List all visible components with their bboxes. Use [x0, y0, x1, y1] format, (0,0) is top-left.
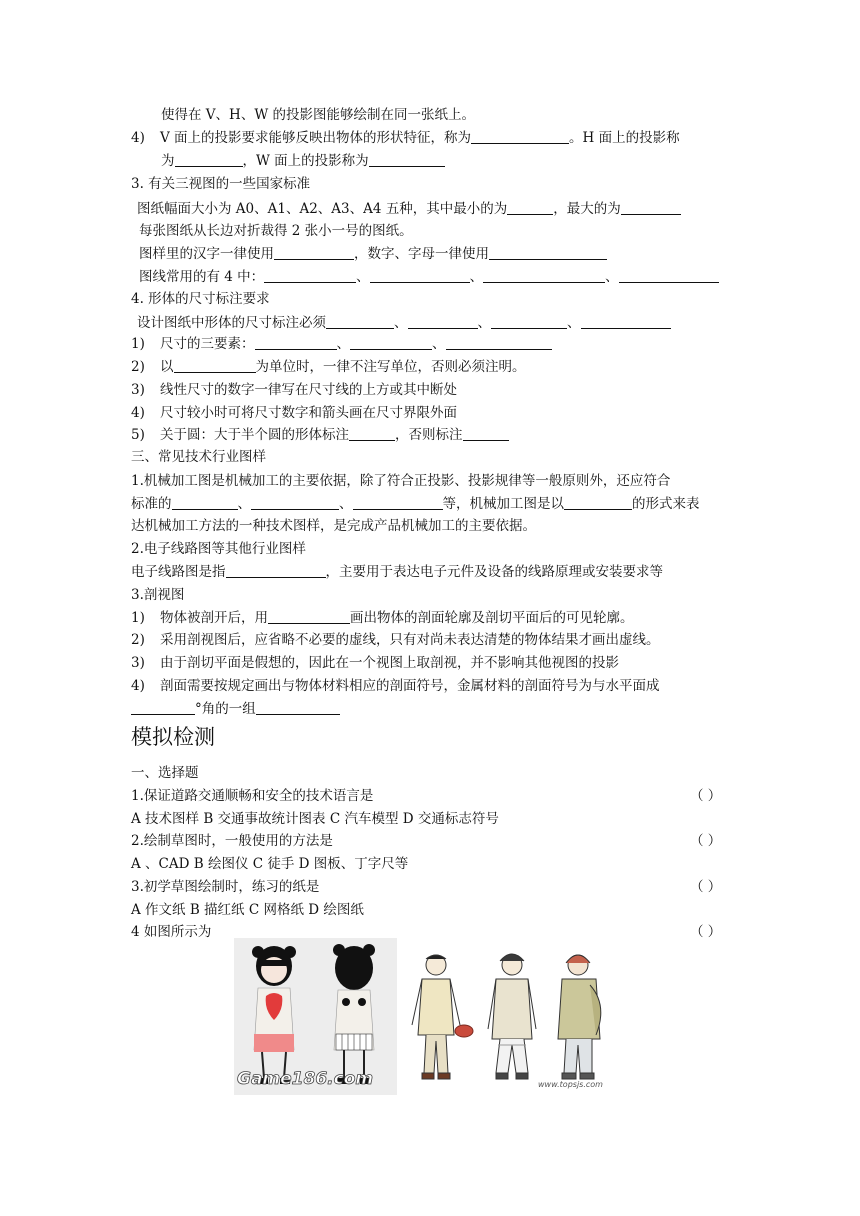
fill-in-blank[interactable]	[446, 335, 552, 350]
fill-in-blank[interactable]	[256, 700, 340, 715]
fill-in-blank[interactable]	[408, 314, 478, 329]
answer-paren[interactable]: （ ）	[690, 879, 722, 895]
text-line	[139, 245, 607, 263]
fill-in-blank[interactable]	[353, 495, 443, 510]
section-heading: 三、常见技术行业图样	[131, 449, 266, 465]
text: 由于剖切平面是假想的，因此在一个视图上取剖视，并不影响其他视图的投影	[160, 655, 619, 671]
separator: 、	[469, 269, 484, 285]
text: ，主要用于表达电子元件及设备的线路原理或安装要求等	[325, 564, 663, 580]
item-number: 5)	[131, 427, 145, 443]
item-number: 4)	[131, 130, 145, 146]
text: 图线常用的有 4 中：	[139, 269, 265, 285]
fill-in-blank[interactable]	[226, 563, 326, 578]
heading: 3. 有关三视图的一些国家标准	[131, 176, 311, 192]
separator: 、	[339, 496, 353, 512]
list-item	[131, 381, 457, 399]
fill-in-blank[interactable]	[131, 700, 195, 715]
text: 图样里的汉字一律使用	[139, 246, 274, 262]
text-line: 达机械加工方法的一种技术图样，是完成产品机械加工的主要依据。	[131, 518, 536, 534]
text: 设计图纸中形体的尺寸标注必须	[137, 315, 326, 331]
fill-in-blank[interactable]	[483, 268, 605, 283]
section-title: 模拟检测	[131, 725, 215, 749]
separator: 、	[605, 269, 619, 285]
separator: 、	[356, 269, 370, 285]
list-item	[131, 426, 509, 444]
text-line: 使得在 V、H、W 的投影图能够绘制在同一张纸上。	[161, 107, 475, 123]
text: 物体被剖开后，用	[160, 610, 268, 626]
fill-in-blank[interactable]	[370, 268, 470, 283]
list-item	[131, 609, 634, 627]
text: V 面上的投影要求能够反映出物体的形状特征，称为	[160, 130, 472, 146]
text-line: 1.机械加工图是机械加工的主要依据，除了符合正投影、投影规律等一般原则外，还应符合	[131, 473, 671, 489]
separator: 、	[567, 315, 581, 331]
list-item	[131, 677, 660, 695]
text: °角的一组	[195, 701, 256, 717]
item-number: 4)	[131, 678, 145, 694]
fill-in-blank[interactable]	[174, 358, 256, 373]
heading: 4. 形体的尺寸标注要求	[131, 291, 270, 307]
item-number: 2)	[131, 359, 145, 375]
sketch-figures-illustration	[404, 945, 632, 1095]
text: 尺寸较小时可将尺寸数字和箭头画在尺寸界限外面	[160, 405, 457, 421]
text: ，最大的为	[553, 201, 621, 217]
fill-in-blank[interactable]	[251, 495, 339, 510]
text: 尺寸的三要素：	[160, 336, 255, 352]
text-line	[131, 495, 700, 513]
item-number: 3)	[131, 382, 145, 398]
fill-in-blank[interactable]	[619, 268, 719, 283]
text-line: 每张图纸从长边对折裁得 2 张小一号的图纸。	[139, 223, 413, 239]
doll-figures-illustration	[234, 938, 397, 1095]
fill-in-blank[interactable]	[564, 495, 632, 510]
list-item	[131, 129, 680, 147]
text: ，W 面上的投影称为	[242, 153, 369, 169]
text-line	[137, 200, 681, 218]
item-number: 3)	[131, 655, 145, 671]
text-line	[161, 152, 445, 170]
list-item	[131, 404, 457, 422]
separator: 、	[394, 315, 408, 331]
fill-in-blank[interactable]	[621, 200, 681, 215]
text: 为	[161, 153, 175, 169]
question-options: A 、CAD B 绘图仪 C 徒手 D 图板、丁字尺等	[131, 856, 409, 872]
question: 4 如图所示为	[131, 924, 212, 940]
fill-in-blank[interactable]	[255, 335, 337, 350]
text: 画出物体的剖面轮廓及剖切平面后的可见轮廓。	[350, 610, 634, 626]
text: 等，机械加工图是以	[442, 496, 564, 512]
figure-image-right	[404, 945, 632, 1095]
item-number: 2)	[131, 632, 145, 648]
question: 2.绘制草图时，一般使用的方法是	[131, 833, 333, 849]
item-number: 4)	[131, 405, 145, 421]
fill-in-blank[interactable]	[326, 314, 394, 329]
fill-in-blank[interactable]	[471, 129, 569, 144]
fill-in-blank[interactable]	[491, 314, 567, 329]
separator: 、	[432, 336, 446, 352]
text-line	[137, 314, 671, 332]
fill-in-blank[interactable]	[172, 495, 238, 510]
text-line	[131, 700, 340, 718]
item-number: 1)	[131, 610, 145, 626]
text: 标准的	[131, 496, 172, 512]
text: 图纸幅面大小为 A0、A1、A2、A3、A4 五种，其中最小的为	[137, 201, 508, 217]
fill-in-blank[interactable]	[175, 152, 243, 167]
text: 剖面需要按规定画出与物体材料相应的剖面符号，金属材料的剖面符号为与水平面成	[160, 678, 660, 694]
fill-in-blank[interactable]	[463, 426, 509, 441]
fill-in-blank[interactable]	[369, 152, 445, 167]
separator: 、	[477, 315, 491, 331]
text: 线性尺寸的数字一律写在尺寸线的上方或其中断处	[160, 382, 457, 398]
text-line	[131, 563, 663, 581]
text: 以	[160, 359, 174, 375]
question-options: A 作文纸 B 描红纸 C 网格纸 D 绘图纸	[131, 902, 364, 918]
answer-paren[interactable]: （ ）	[690, 833, 722, 849]
heading: 2.电子线路图等其他行业图样	[131, 541, 306, 557]
fill-in-blank[interactable]	[350, 335, 432, 350]
question: 3.初学草图绘制时，练习的纸是	[131, 879, 320, 895]
separator: 、	[237, 496, 251, 512]
list-item	[131, 631, 660, 649]
fill-in-blank[interactable]	[581, 314, 671, 329]
text: 。H 面上的投影称	[569, 130, 680, 146]
watermark-right: www.topsjs.com	[538, 1080, 603, 1089]
fill-in-blank[interactable]	[274, 245, 354, 260]
question: 1.保证道路交通顺畅和安全的技术语言是	[131, 788, 374, 804]
text: ，数字、字母一律使用	[354, 246, 489, 262]
list-item	[131, 335, 552, 353]
text: 采用剖视图后，应省略不必要的虚线，只有对尚未表达清楚的物体结果才画出虚线。	[160, 632, 660, 648]
fill-in-blank[interactable]	[489, 245, 607, 260]
fill-in-blank[interactable]	[268, 609, 350, 624]
quiz-heading: 一、选择题	[131, 765, 199, 781]
heading: 3.剖视图	[131, 587, 185, 603]
list-item	[131, 654, 619, 672]
text: 关于圆：大于半个圆的形体标注	[160, 427, 349, 443]
question-options: A 技术图样 B 交通事故统计图表 C 汽车模型 D 交通标志符号	[131, 811, 499, 827]
list-item	[131, 358, 526, 376]
text: 为单位时，一律不注写单位，否则必须注明。	[255, 359, 526, 375]
item-number: 1)	[131, 336, 145, 352]
text: ，否则标注	[395, 427, 463, 443]
answer-paren[interactable]: （ ）	[690, 924, 722, 940]
text-line	[139, 268, 719, 286]
text: 的形式来表	[632, 496, 700, 512]
answer-paren[interactable]: （ ）	[690, 788, 722, 804]
fill-in-blank[interactable]	[264, 268, 356, 283]
figure-image-left	[234, 938, 397, 1095]
fill-in-blank[interactable]	[349, 426, 395, 441]
fill-in-blank[interactable]	[507, 200, 553, 215]
text: 电子线路图是指	[131, 564, 226, 580]
watermark-left: Game186.com	[237, 1069, 374, 1089]
separator: 、	[336, 336, 350, 352]
